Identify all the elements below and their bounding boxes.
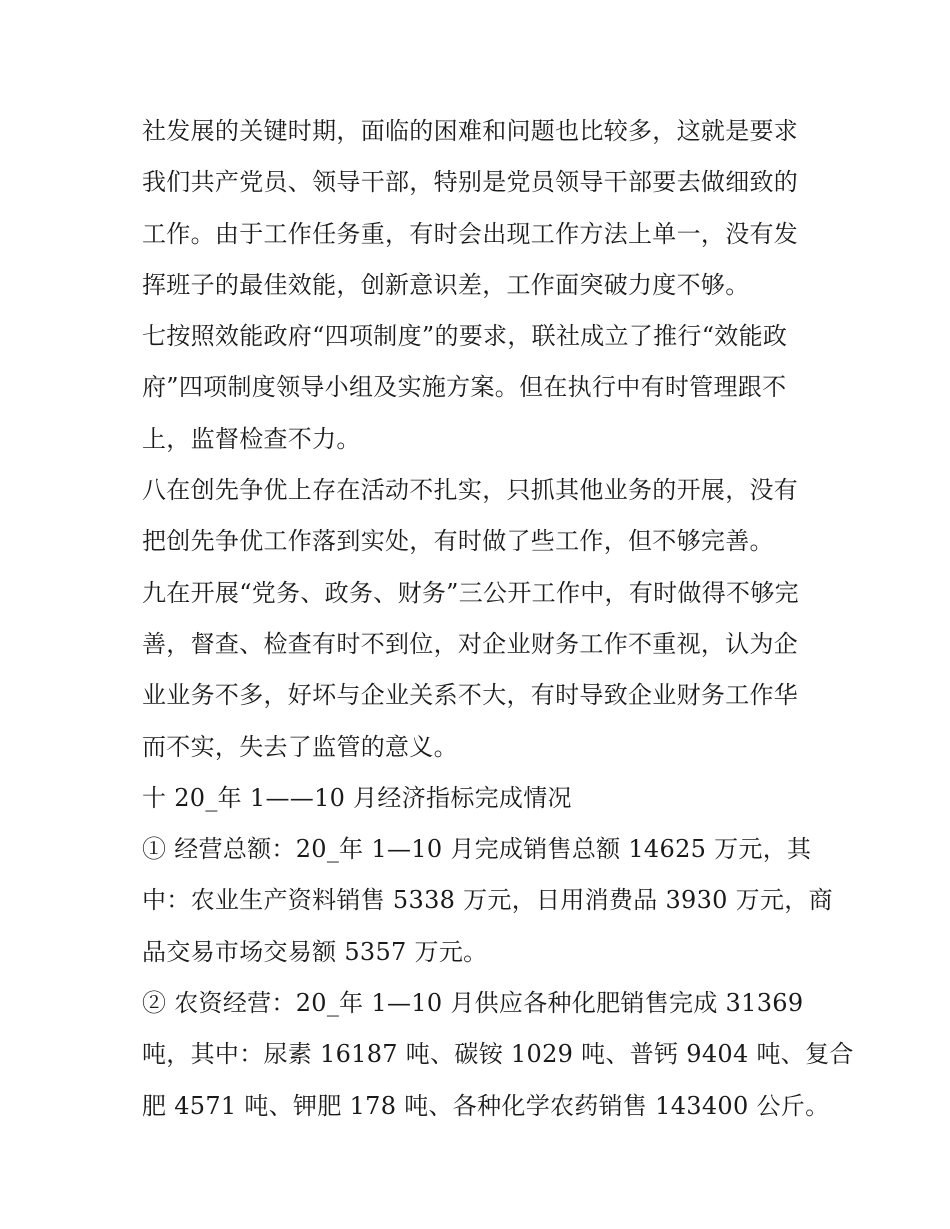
text-line: 府”四项制度领导小组及实施方案。但在执行中有时管理跟不 bbox=[142, 373, 787, 402]
text-line: ① 经营总额：20_年 1—10 月完成销售总额 14625 万元，其 bbox=[142, 835, 812, 864]
text-line: 品交易市场交易额 5357 万元。 bbox=[142, 937, 488, 966]
text-line: 工作。由于工作任务重，有时会出现工作方法上单一，没有发 bbox=[142, 219, 799, 248]
text-line: ② 农资经营：20_年 1—10 月供应各种化肥销售完成 31369 bbox=[142, 989, 804, 1018]
text-line: 社发展的关键时期，面临的困难和问题也比较多，这就是要求 bbox=[142, 117, 799, 145]
text-line: 我们共产党员、领导干部，特别是党员领导干部要去做细致的 bbox=[142, 168, 799, 197]
text-line: 上，监督检查不力。 bbox=[142, 424, 361, 453]
text-line: 七按照效能政府“四项制度”的要求，联社成立了推行“效能政 bbox=[142, 322, 788, 351]
text-line: 业业务不多，好坏与企业关系不大，有时导致企业财务工作华 bbox=[142, 681, 799, 710]
text-line: 九在开展“党务、政务、财务”三公开工作中，有时做得不够完 bbox=[142, 578, 799, 607]
text-line: 挥班子的最佳效能，创新意识差，工作面突破力度不够。 bbox=[142, 270, 750, 299]
text-line: 八在创先争优上存在活动不扎实，只抓其他业务的开展，没有 bbox=[142, 476, 799, 505]
text-line: 中：农业生产资料销售 5338 万元，日用消费品 3930 万元，商 bbox=[142, 886, 833, 915]
text-line: 把创先争优工作落到实处，有时做了些工作，但不够完善。 bbox=[142, 527, 774, 556]
text-line: 吨，其中：尿素 16187 吨、碳铵 1029 吨、普钙 9404 吨、复合 bbox=[142, 1040, 854, 1069]
document-body bbox=[142, 106, 854, 1132]
text-line: 善，督查、检查有时不到位，对企业财务工作不重视，认为企 bbox=[142, 629, 799, 658]
text-line: 而不实，失去了监管的意义。 bbox=[142, 732, 458, 761]
text-line: 肥 4571 吨、钾肥 178 吨、各种化学农药销售 143400 公斤。 bbox=[142, 1091, 830, 1120]
section-heading: 十 20_年 1——10 月经济指标完成情况 bbox=[142, 783, 572, 812]
